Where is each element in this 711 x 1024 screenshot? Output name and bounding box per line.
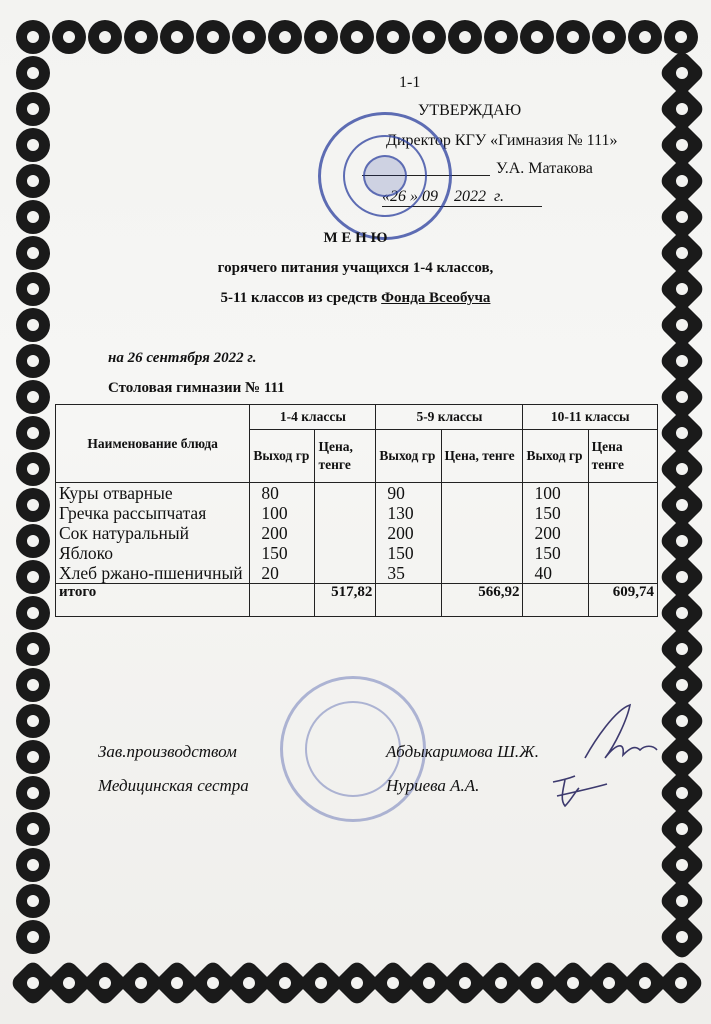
border-ornament: [18, 670, 48, 700]
price-cell: [588, 483, 657, 584]
menu-table: [55, 404, 658, 617]
subtitle-line2-prefix: 5-11 классов из средств: [220, 290, 382, 306]
yield-value: 35: [387, 563, 405, 583]
border-ornament: [120, 962, 162, 1004]
border-ornament: [18, 346, 48, 376]
border-ornament: [18, 598, 48, 628]
signer-role: Медицинская сестра: [98, 776, 249, 795]
border-ornament: [234, 22, 264, 52]
border-ornament: [336, 962, 378, 1004]
border-ornament: [661, 664, 703, 706]
doc-number: 1-1: [399, 74, 421, 91]
price-cell: [441, 483, 523, 584]
signature-mark: [545, 770, 615, 815]
group-header-1-4: 1-4 классы: [250, 405, 376, 430]
border-ornament: [162, 22, 192, 52]
border-ornament: [378, 22, 408, 52]
yield-value: 40: [534, 563, 552, 583]
border-ornament: [18, 310, 48, 340]
border-ornament: [486, 22, 516, 52]
border-ornament: [126, 22, 156, 52]
yield-header: Выход гр: [376, 430, 441, 483]
border-ornament: [54, 22, 84, 52]
total-value-10-11: 609,74: [588, 584, 657, 617]
border-ornament: [661, 916, 703, 958]
total-value-1-4: 517,82: [315, 584, 376, 617]
subtitle-line2: [0, 290, 711, 307]
fund-name: Фонда Всеобуча: [381, 290, 491, 306]
canteen-name: Столовая гимназии № 111: [108, 380, 285, 396]
border-ornament: [192, 962, 234, 1004]
border-ornament: [18, 490, 48, 520]
border-ornament: [18, 742, 48, 772]
border-ornament: [414, 22, 444, 52]
border-ornament: [661, 808, 703, 850]
border-ornament: [18, 562, 48, 592]
yield-list-5-9: [376, 483, 441, 584]
border-ornament: [661, 592, 703, 634]
border-ornament: [372, 962, 414, 1004]
yield-value: 200: [534, 523, 561, 543]
total-row: [56, 584, 658, 617]
price-header: Цена, тенге: [441, 430, 523, 483]
dish-name: Хлеб ржано-пшеничный: [59, 563, 243, 583]
yield-list-1-4: [250, 483, 315, 584]
yield-header: Выход гр: [250, 430, 315, 483]
yield-value: 150: [534, 543, 561, 563]
yield-value: 80: [261, 483, 279, 503]
yield-value: 150: [261, 543, 288, 563]
border-ornament: [306, 22, 336, 52]
yield-value: 150: [534, 503, 561, 523]
border-ornament: [156, 962, 198, 1004]
price-header: Цена, тенге: [315, 430, 376, 483]
border-ornament: [666, 22, 696, 52]
border-ornament: [12, 962, 54, 1004]
signer-role: Зав.производством: [98, 742, 237, 761]
border-ornament: [18, 634, 48, 664]
border-ornament: [661, 556, 703, 598]
border-ornament: [18, 778, 48, 808]
border-ornament: [522, 22, 552, 52]
yield-header: Выход гр: [523, 430, 588, 483]
price-header: Цена тенге: [588, 430, 657, 483]
border-ornament: [661, 520, 703, 562]
subtitle-line1: горячего питания учащихся 1-4 классов,: [217, 260, 494, 276]
border-ornament: [18, 922, 48, 952]
group-header-5-9: 5-9 классы: [376, 405, 523, 430]
dish-name: Яблоко: [59, 543, 113, 563]
border-ornament: [480, 962, 522, 1004]
border-ornament: [661, 304, 703, 346]
border-ornament: [18, 166, 48, 196]
border-ornament: [228, 962, 270, 1004]
yield-value: 130: [387, 503, 414, 523]
border-ornament: [661, 448, 703, 490]
yield-value: 90: [387, 483, 405, 503]
total-label: итого: [56, 584, 250, 617]
border-ornament: [661, 628, 703, 670]
border-ornament: [18, 706, 48, 736]
yield-value: 200: [387, 523, 414, 543]
border-ornament: [661, 772, 703, 814]
border-ornament: [18, 886, 48, 916]
group-header-10-11: 10-11 классы: [523, 405, 658, 430]
border-ornament: [198, 22, 228, 52]
border-ornament: [661, 88, 703, 130]
border-ornament: [558, 22, 588, 52]
signer-name: Нуриева А.А.: [386, 776, 480, 795]
border-ornament: [516, 962, 558, 1004]
yield-value: 200: [261, 523, 288, 543]
dish-name-header: Наименование блюда: [56, 405, 250, 483]
border-ornament: [48, 962, 90, 1004]
approval-name: У.А. Матакова: [496, 160, 593, 177]
border-ornament: [18, 814, 48, 844]
border-ornament: [661, 700, 703, 742]
signer-name: Абдыкаримова Ш.Ж.: [386, 742, 539, 761]
border-ornament: [342, 22, 372, 52]
border-ornament: [18, 58, 48, 88]
menu-title: М Е Н Ю: [323, 230, 388, 246]
yield-list-10-11: [523, 483, 588, 584]
border-ornament: [18, 130, 48, 160]
menu-date: на 26 сентября 2022 г.: [108, 350, 257, 366]
dish-name: Куры отварные: [59, 483, 173, 503]
border-ornament: [661, 844, 703, 886]
border-ornament: [18, 94, 48, 124]
border-ornament: [661, 880, 703, 922]
border-ornament: [450, 22, 480, 52]
total-value-5-9: 566,92: [441, 584, 523, 617]
border-ornament: [408, 962, 450, 1004]
price-cell: [315, 483, 376, 584]
border-ornament: [661, 160, 703, 202]
border-ornament: [661, 52, 703, 94]
border-ornament: [661, 736, 703, 778]
border-ornament: [18, 526, 48, 556]
border-ornament: [661, 412, 703, 454]
border-ornament: [270, 22, 300, 52]
table-row: [56, 483, 658, 584]
border-ornament: [18, 850, 48, 880]
border-ornament: [661, 340, 703, 382]
official-stamp: [318, 112, 452, 240]
border-ornament: [552, 962, 594, 1004]
border-ornament: [18, 382, 48, 412]
border-ornament: [661, 484, 703, 526]
yield-value: 150: [387, 543, 414, 563]
border-ornament: [18, 418, 48, 448]
yield-value: 100: [534, 483, 561, 503]
approval-position: Директор КГУ «Гимназия № 111»: [386, 132, 618, 149]
border-ornament: [630, 22, 660, 52]
dish-name: Гречка рассыпчатая: [59, 503, 207, 523]
border-ornament: [18, 202, 48, 232]
border-ornament: [444, 962, 486, 1004]
dish-list: [56, 483, 250, 584]
yield-value: 20: [261, 563, 279, 583]
dish-name: Сок натуральный: [59, 523, 190, 543]
border-ornament: [594, 22, 624, 52]
border-ornament: [90, 22, 120, 52]
yield-value: 100: [261, 503, 288, 523]
border-ornament: [660, 962, 702, 1004]
border-ornament: [624, 962, 666, 1004]
border-ornament: [18, 454, 48, 484]
border-ornament: [18, 22, 48, 52]
border-ornament: [84, 962, 126, 1004]
approval-date: «26 » 09 2022 г.: [382, 188, 542, 207]
border-ornament: [264, 962, 306, 1004]
approval-word: УТВЕРЖДАЮ: [418, 102, 522, 119]
border-ornament: [661, 124, 703, 166]
border-ornament: [300, 962, 342, 1004]
border-ornament: [588, 962, 630, 1004]
signature-mark: [575, 700, 665, 770]
border-ornament: [661, 376, 703, 418]
